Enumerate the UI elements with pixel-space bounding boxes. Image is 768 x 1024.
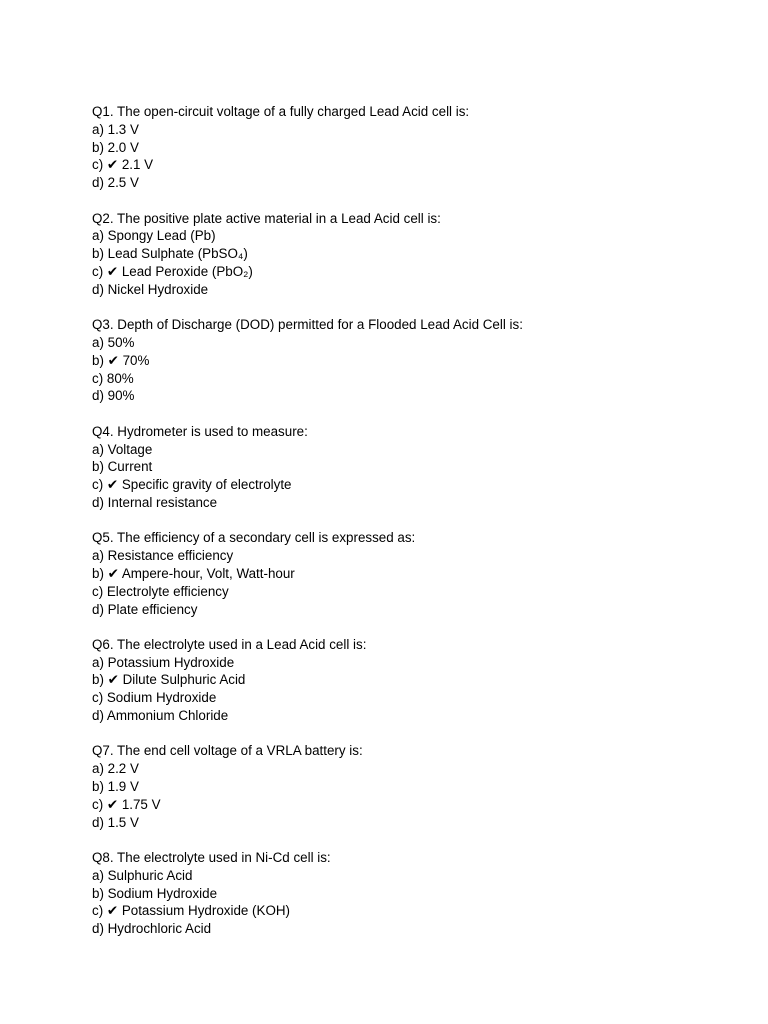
option-c: c) Electrolyte efficiency	[92, 583, 229, 599]
question-text: Q3. Depth of Discharge (DOD) permitted for a Flooded Lead Acid Cell is:	[92, 317, 523, 333]
question-block-3	[92, 316, 732, 405]
option-d: d) 1.5 V	[92, 814, 139, 830]
question-block-8	[92, 849, 732, 938]
option-d: d) Ammonium Chloride	[92, 708, 229, 724]
option-a: a) 1.3 V	[92, 121, 139, 137]
question-text: Q4. Hydrometer is used to measure:	[92, 423, 308, 439]
option-c: c) ✔ 2.1 V	[92, 157, 154, 173]
question-text: Q7. The end cell voltage of a VRLA battery is:	[92, 743, 363, 759]
option-b: b) ✔ 70%	[92, 352, 150, 368]
option-b: b) ✔ Dilute Sulphuric Acid	[92, 672, 246, 688]
option-a: a) Voltage	[92, 441, 153, 457]
question-text: Q8. The electrolyte used in Ni-Cd cell is:	[92, 850, 331, 866]
option-c: c) ✔ 1.75 V	[92, 796, 161, 812]
option-a: a) 2.2 V	[92, 761, 139, 777]
option-b: b) Sodium Hydroxide	[92, 885, 218, 901]
option-a: a) 50%	[92, 334, 135, 350]
option-d: d) Nickel Hydroxide	[92, 281, 209, 297]
question-block-5	[92, 529, 732, 618]
quiz-document	[92, 103, 732, 956]
question-block-2	[92, 210, 732, 299]
option-a: a) Spongy Lead (Pb)	[92, 228, 216, 244]
option-c: c) ✔ Lead Peroxide (PbO₂)	[92, 263, 253, 279]
question-block-1	[92, 103, 732, 192]
question-text: Q1. The open-circuit voltage of a fully charged Lead Acid cell is:	[92, 104, 470, 119]
option-b: b) 2.0 V	[92, 139, 139, 155]
question-block-4	[92, 423, 732, 512]
option-d: d) 90%	[92, 388, 135, 404]
question-block-7	[92, 742, 732, 831]
option-c: c) ✔ Potassium Hydroxide (KOH)	[92, 903, 290, 919]
option-b: b) Lead Sulphate (PbSO₄)	[92, 246, 248, 262]
option-d: d) Hydrochloric Acid	[92, 921, 212, 937]
option-d: d) Internal resistance	[92, 494, 218, 510]
option-d: d) Plate efficiency	[92, 601, 198, 617]
question-text: Q2. The positive plate active material in a Lead Acid cell is:	[92, 210, 441, 226]
option-c: c) ✔ Specific gravity of electrolyte	[92, 477, 292, 493]
option-b: b) ✔ Ampere-hour, Volt, Watt-hour	[92, 565, 295, 581]
question-block-6	[92, 636, 732, 725]
option-b: b) Current	[92, 459, 153, 475]
option-a: a) Sulphuric Acid	[92, 867, 193, 883]
option-d: d) 2.5 V	[92, 175, 139, 191]
option-a: a) Resistance efficiency	[92, 548, 234, 564]
option-c: c) Sodium Hydroxide	[92, 690, 217, 706]
option-a: a) Potassium Hydroxide	[92, 654, 235, 670]
option-b: b) 1.9 V	[92, 779, 139, 795]
question-text: Q5. The efficiency of a secondary cell is expressed as:	[92, 530, 416, 546]
question-text: Q6. The electrolyte used in a Lead Acid cell is:	[92, 636, 367, 652]
option-c: c) 80%	[92, 370, 134, 386]
